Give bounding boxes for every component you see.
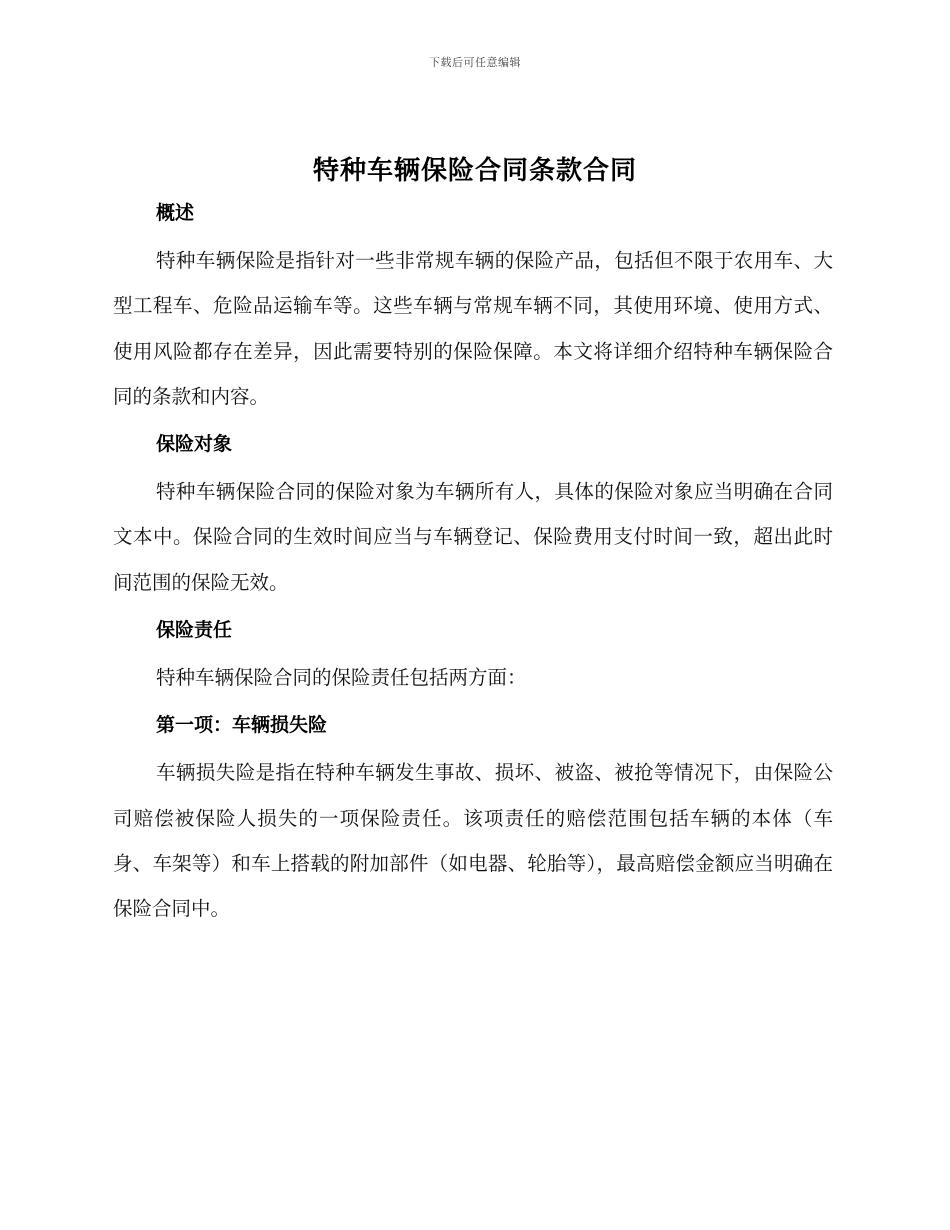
section-overview [113, 196, 833, 427]
section-heading: 概述 [156, 202, 195, 224]
section-heading: 保险责任 [156, 619, 233, 642]
running-header: 下载后可任意编辑 [429, 56, 521, 69]
document-body [113, 196, 833, 932]
section-vehicle-loss [113, 708, 833, 931]
section-heading: 第一项：车辆损失险 [156, 714, 328, 737]
section-heading: 保险对象 [156, 433, 233, 456]
paragraph: 特种车辆保险合同的保险对象为车辆所有人，具体的保险对象应当明确在合同文本中。保险合同的生效时间应当与车辆登记、保险费用支付时间一致，超出此时间范围的保险无效。 [113, 480, 833, 594]
paragraph: 特种车辆保险是指针对一些非常规车辆的保险产品，包括但不限于农用车、大型工程车、危险品运输车等。这些车辆与常规车辆不同，其使用环境、使用方式、使用风险都存在差异，因此需要特别的保险保障。本文将详细介绍特种车辆保险合同的条款和内容。 [113, 249, 833, 408]
section-insurance-liability [113, 613, 833, 708]
paragraph: 车辆损失险是指在特种车辆发生事故、损坏、被盗、被抢等情况下，由保险公司赔偿被保险人损失的一项保险责任。该项责任的赔偿范围包括车辆的本体（车身、车架等）和车上搭载的附加部件（如电器、轮胎等），最高赔偿金额应当明确在保险合同中。 [113, 761, 833, 921]
document-title: 特种车辆保险合同条款合同 [312, 156, 637, 186]
section-insured-object [113, 427, 833, 613]
paragraph: 特种车辆保险合同的保险责任包括两方面： [156, 666, 527, 690]
